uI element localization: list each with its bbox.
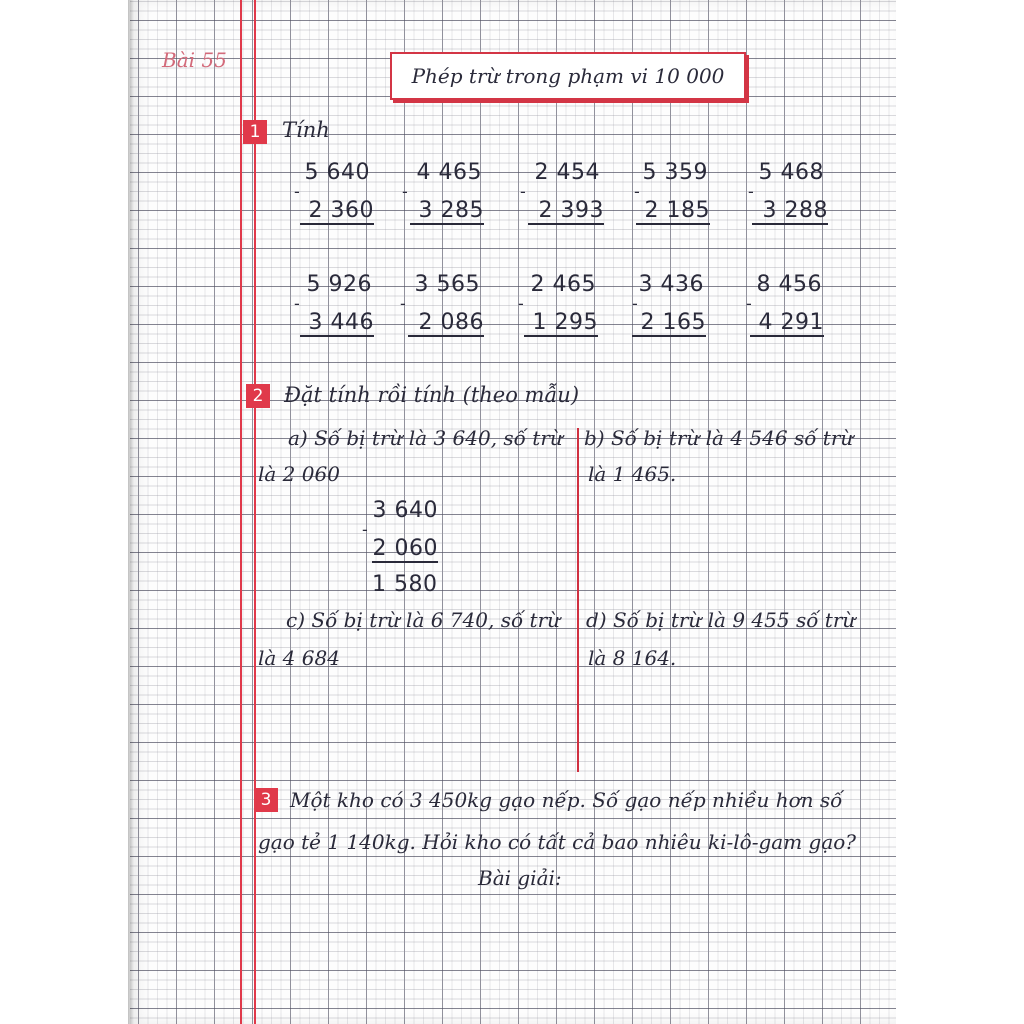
- ex2-b-line2: là 1 465.: [588, 462, 677, 486]
- minuend: 8 456: [756, 272, 822, 297]
- minuend: 5 640: [304, 160, 370, 185]
- minus-sign: -: [632, 294, 638, 313]
- subtrahend: 2 165: [632, 310, 706, 337]
- example-subtrahend: 2 060: [372, 536, 438, 561]
- subtrahend: 2 360: [300, 198, 374, 225]
- margin-line-left: [240, 0, 242, 1024]
- ex2-c-line2: là 4 684: [258, 646, 340, 670]
- exercise-1-heading: Tính: [282, 118, 330, 142]
- ex2-a-line1: a) Số bị trừ là 3 640, số trừ: [288, 426, 563, 450]
- subtrahend: 2 185: [636, 198, 710, 225]
- minus-sign: -: [746, 294, 752, 313]
- minuend: 5 359: [642, 160, 708, 185]
- solution-label: Bài giải:: [478, 866, 562, 890]
- lesson-title: Phép trừ trong phạm vi 10 000: [411, 64, 725, 88]
- minuend: 4 465: [416, 160, 482, 185]
- ex2-d-line2: là 8 164.: [588, 646, 677, 670]
- minus-sign: -: [362, 520, 368, 539]
- ex3-line1: Một kho có 3 450kg gạo nếp. Số gạo nếp nhiều hơn số: [290, 788, 843, 812]
- column-divider: [577, 428, 579, 772]
- exercise-1-badge: 1: [243, 120, 267, 144]
- subtrahend: 2 393: [528, 198, 604, 225]
- page-binding-shadow: [128, 0, 134, 1024]
- margin-line-right: [254, 0, 256, 1024]
- ex2-b-line1: b) Số bị trừ là 4 546 số trừ: [584, 426, 854, 450]
- exercise-3-badge: 3: [254, 788, 278, 812]
- lesson-number: Bài 55: [162, 48, 227, 72]
- ex3-line2: gạo tẻ 1 140kg. Hỏi kho có tất cả bao nhiêu ki-lô-gam gạo?: [258, 830, 857, 854]
- minuend: 5 468: [758, 160, 824, 185]
- subtrahend: 2 086: [408, 310, 484, 337]
- minus-sign: -: [520, 182, 526, 201]
- minus-sign: -: [518, 294, 524, 313]
- example-minuend: 3 640: [372, 498, 438, 523]
- example-result: 1 580: [372, 572, 438, 597]
- ex2-a-line2: là 2 060: [258, 462, 340, 486]
- exercise-2-badge: 2: [246, 384, 270, 408]
- subtrahend: 1 295: [524, 310, 598, 337]
- minuend: 5 926: [306, 272, 372, 297]
- minus-sign: -: [294, 294, 300, 313]
- minus-sign: -: [294, 182, 300, 201]
- subtrahend: 4 291: [750, 310, 824, 337]
- exercise-2-heading: Đặt tính rồi tính (theo mẫu): [284, 383, 580, 407]
- ex2-c-line1: c) Số bị trừ là 6 740, số trừ: [286, 608, 561, 632]
- minuend: 3 565: [414, 272, 480, 297]
- minuend: 2 454: [534, 160, 600, 185]
- subtrahend: 3 446: [300, 310, 374, 337]
- subtrahend: 3 285: [410, 198, 484, 225]
- minus-sign: -: [402, 182, 408, 201]
- minuend: 3 436: [638, 272, 704, 297]
- minuend: 2 465: [530, 272, 596, 297]
- lesson-title-box: [390, 52, 746, 100]
- minus-sign: -: [400, 294, 406, 313]
- minus-sign: -: [634, 182, 640, 201]
- minus-sign: -: [748, 182, 754, 201]
- ex2-d-line1: d) Số bị trừ là 9 455 số trừ: [586, 608, 856, 632]
- subtrahend: 3 288: [752, 198, 828, 225]
